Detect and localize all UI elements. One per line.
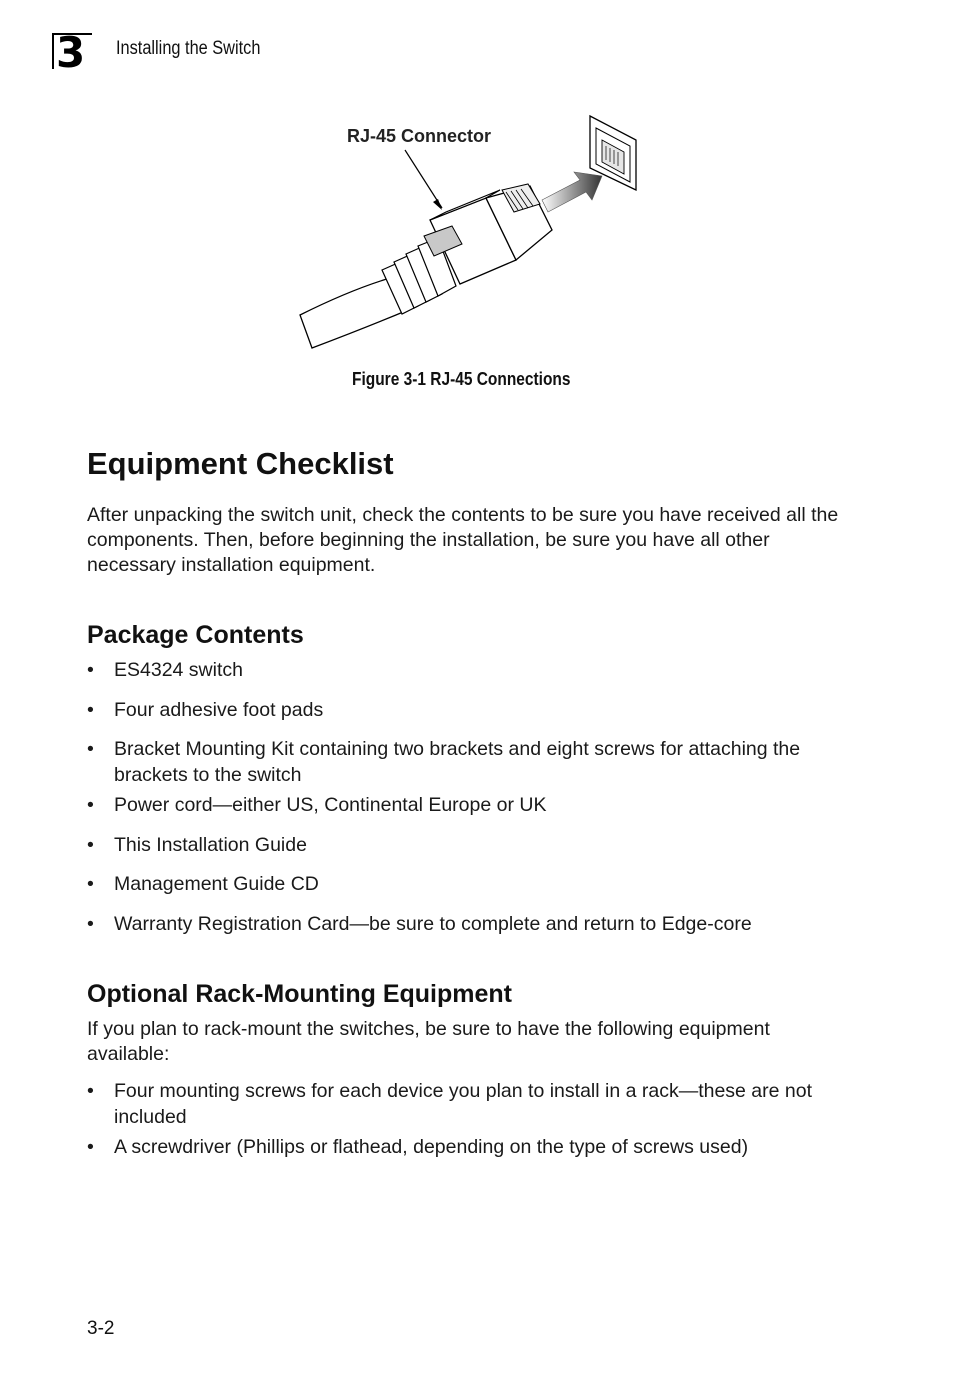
figure-callout-label: RJ-45 Connector <box>347 126 492 146</box>
list-item: • Four adhesive foot pads <box>87 697 857 723</box>
list-item: • Management Guide CD <box>87 871 857 897</box>
list-item: • Warranty Registration Card—be sure to complete and return to Edge-core <box>87 911 857 937</box>
section-title-equipment-checklist: Equipment Checklist <box>87 446 394 481</box>
list-item: • Four mounting screws for each device you plan to install in a rack—these are not included <box>87 1078 857 1130</box>
chapter-number-badge: 3 <box>52 33 92 69</box>
page-number: 3-2 <box>87 1318 115 1339</box>
list-item: • A screwdriver (Phillips or flathead, depending on the type of screws used) <box>87 1134 857 1160</box>
rack-mounting-list <box>87 1078 857 1160</box>
package-contents-list <box>87 657 857 937</box>
rj45-connector-illustration <box>290 110 650 355</box>
figure-caption: Figure 3-1 RJ-45 Connections <box>352 369 571 389</box>
list-item: • This Installation Guide <box>87 832 857 858</box>
subsection-title-package-contents: Package Contents <box>87 621 304 649</box>
list-item: • ES4324 switch <box>87 657 857 683</box>
list-item: • Power cord—either US, Continental Europe or UK <box>87 792 857 818</box>
equipment-checklist-intro: After unpacking the switch unit, check the contents to be sure you have received all the components. Then, before beginning the installation, be sure you have all other necessary installation equipment. <box>87 504 839 576</box>
running-header: Installing the Switch <box>116 38 261 59</box>
list-item: • Bracket Mounting Kit containing two brackets and eight screws for attaching the brackets to the switch <box>87 736 857 788</box>
rack-mounting-intro: If you plan to rack-mount the switches, be sure to have the following equipment available: <box>87 1018 770 1065</box>
subsection-title-rack-mounting: Optional Rack-Mounting Equipment <box>87 980 512 1008</box>
